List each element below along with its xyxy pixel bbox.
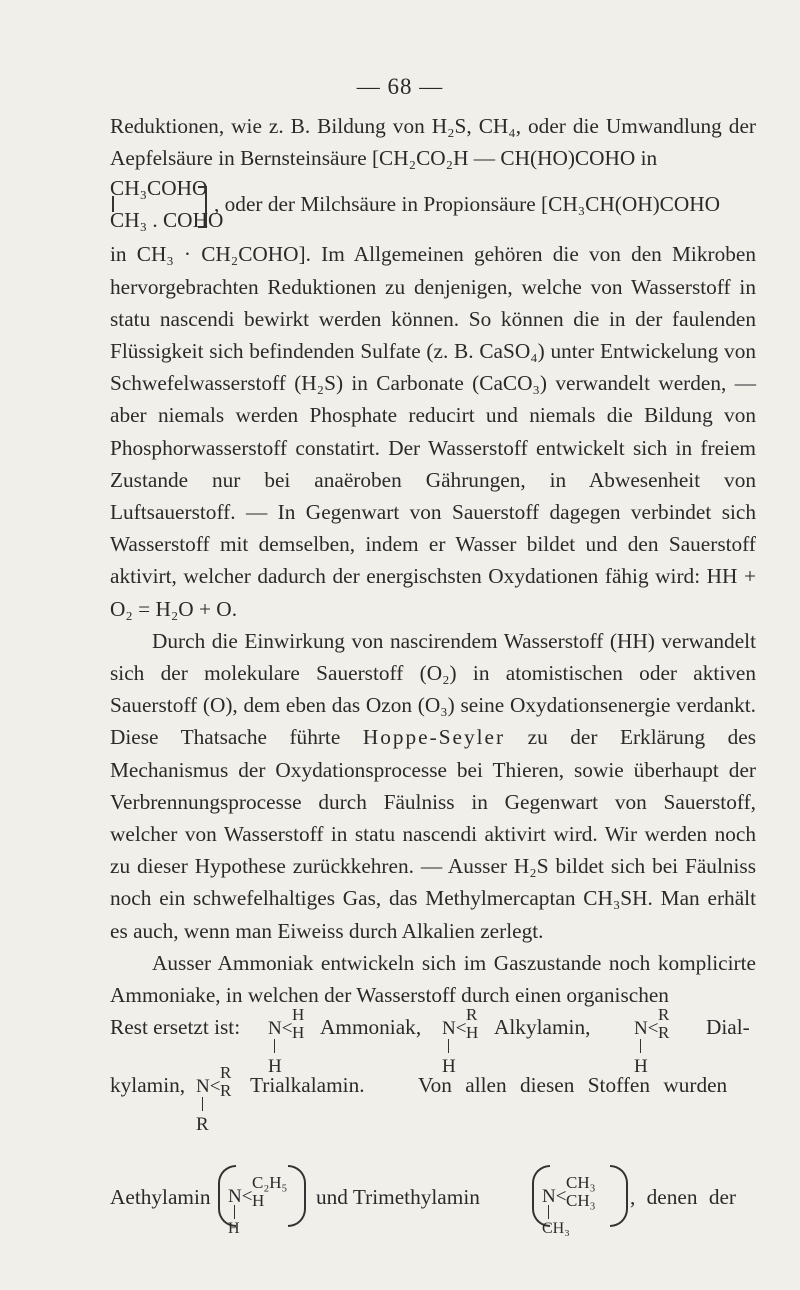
named-amines [110, 1161, 756, 1238]
formula-bracket [198, 186, 207, 228]
ammoniak-label: Ammoniak, [320, 1015, 422, 1040]
formula-malic-acid [110, 174, 756, 238]
formula-line-2: CH₃ . COHO [110, 208, 224, 233]
trialkalamin-label: Trialkalamin. [250, 1073, 365, 1098]
formula-dialkylamin: N< R R H [634, 1005, 670, 1078]
paragraph-2 [110, 625, 756, 947]
paragraph-1a: Reduktionen, wie z. B. Bildung von H₂S, CH₄, oder die Umwandlung der Aepfelsäure in Bernsteinsäure [CH₂CO₂H — CH(HO)COHO in [110, 114, 756, 171]
amine-formulas [110, 1005, 756, 1161]
formula-trimethylamin: N< CH₃ CH₃ CH₃ [542, 1173, 596, 1238]
paragraph-3: Ausser Ammoniak entwickeln sich im Gaszustande noch komplicirte Ammoniake, in welchen der Wasserstoff durch einen organischen [110, 950, 756, 1008]
formula-line-1: CH₃COHO [110, 176, 208, 201]
alkylamin-label: Alkylamin, [494, 1015, 591, 1040]
paragraph-2a: Durch die Einwirkung von nascirendem Wasserstoff (HH) verwandelt sich der molekulare Sauerstoff (O₂) in atomistischen oder aktiven Sauerstoff (O), dem eben das Ozon (O₃) seine Oxydationsenergie verdankt. Diese Thatsache führte [110, 628, 756, 750]
formula-trialkalamin: N< R R R [196, 1063, 232, 1136]
body-text [110, 110, 756, 1238]
kylamin-label: kylamin, [110, 1073, 186, 1098]
paragraph-1b: in CH₃ · CH₂COHO]. Im Allgemeinen gehören die von den Mikroben hervorgebrachten Reduktionen zu denjenigen, welche von Wasserstoff in statu nascendi bewirkt werden können. So können die in der faulenden Flüssigkeit sich befindenden Sulfate (z. B. CaSO₄) unter Entwickelung von Schwefelwasserstoff (H₂S) in Carbonate (CaCO₃) verwandelt werden, — aber niemals werden Phosphate reducirt und niemals die Bildung von Phosphorwasserstoff constatirt. Der Wasserstoff entwickelt sich in freiem Zustande nur bei anaëroben Gährungen, in Abwesenheit von Luftsauerstoff. — In Gegenwart von Sauerstoff dagegen verbindet sich Wasserstoff mit demselben, indem er Wasser bildet und den Sauerstoff aktivirt, welcher dadurch der energischsten Oxydationen fähig wird: HH + O₂ = H₂O + O. [110, 242, 756, 621]
dial-label: Dial- [706, 1015, 750, 1040]
formula-ammoniak: N< H H H [268, 1005, 305, 1078]
author-name: Hoppe-Seyler [362, 725, 506, 750]
formula-aethylamin: N< C₂H₅ H H [228, 1173, 288, 1238]
formula-alkylamin: N< R H H [442, 1005, 479, 1078]
denen-der-text: , denen der [630, 1185, 737, 1210]
trimethylamin-label: und Trimethylamin [316, 1185, 480, 1210]
aethylamin-label: Aethylamin [110, 1185, 211, 1210]
rest-text: Rest ersetzt ist: [110, 1015, 241, 1040]
page-number: — 68 — [356, 74, 444, 99]
paragraph-2b: zu der Erklärung des Mechanismus der Oxydationsprocesse bei Thieren, sowie überhaupt der Verbrennungsprocesse durch Fäulniss in Gegenwart von Sauerstoff, welcher von Wasserstoff in statu nascendi aktivirt wird. Wir werden noch zu dieser Hypothese zurückkehren. — Ausser H₂S bildet sich bei Fäulniss noch ein schwefelhaltiges Gas, das Methylmercaptan CH₃SH. Man erhält es auch, wenn man Eiweiss durch Alkalien zerlegt. [110, 725, 756, 943]
von-allen-text: Von allen diesen Stoffen wurden [418, 1073, 728, 1098]
formula-tail: , oder der Milchsäure in Propionsäure [CH₃CH(OH)COHO [214, 192, 721, 217]
